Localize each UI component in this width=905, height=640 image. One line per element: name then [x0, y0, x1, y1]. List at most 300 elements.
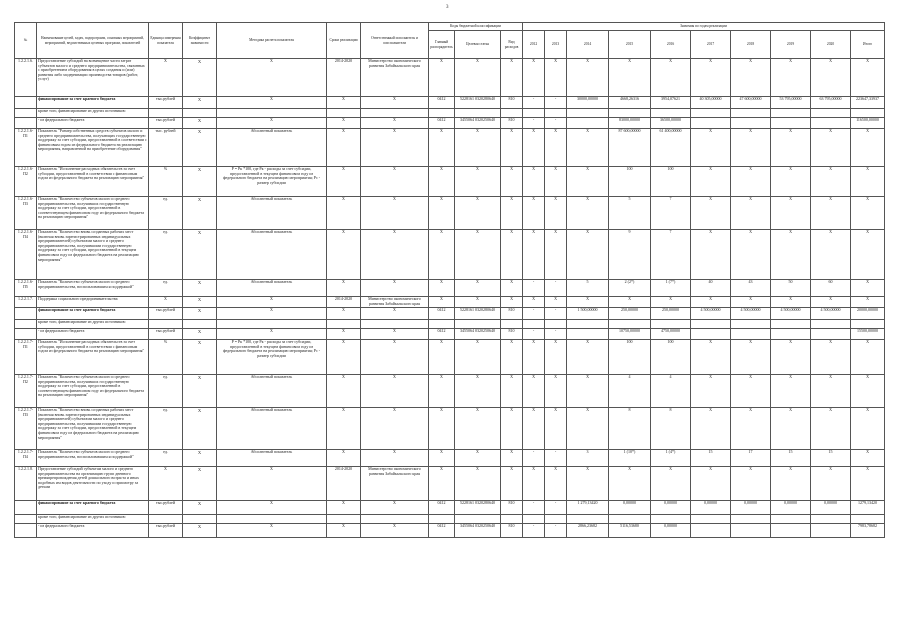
row-term: Х [327, 97, 361, 109]
row-year-value: Х [567, 129, 609, 167]
row-method: Х [217, 308, 327, 320]
row-coef: Х [183, 308, 217, 320]
row-csr: Х [455, 230, 501, 280]
row-name: - из федерального бюджета [37, 118, 149, 129]
col-coef: Коэффициент значимости [183, 23, 217, 59]
row-year-value: 47 600,00000 [731, 97, 771, 109]
row-year-value [609, 515, 651, 524]
row-executor: Х [361, 280, 429, 297]
row-year-value [691, 329, 731, 340]
row-executor: Х [361, 308, 429, 320]
row-year-value: Х [545, 197, 567, 230]
row-grbs: 0412 [429, 524, 455, 538]
row-coef: Х [183, 197, 217, 230]
row-total: Х [851, 408, 885, 450]
row-executor: Х [361, 118, 429, 129]
row-year-value: Х [691, 167, 731, 197]
row-year-value: Х [651, 59, 691, 97]
row-method: Абсолютный показатель [217, 408, 327, 450]
row-method: Х [217, 97, 327, 109]
row-grbs: Х [429, 375, 455, 408]
row-year-value: - [523, 97, 545, 109]
row-year-value: Х [811, 340, 851, 375]
row-grbs: Х [429, 297, 455, 308]
row-year-value: 1 (7*) [651, 280, 691, 297]
col-no: № [15, 23, 37, 59]
row-unit: ед. [149, 375, 183, 408]
row-year-value [523, 109, 545, 118]
row-year-value: Х [651, 297, 691, 308]
row-year-value: Х [771, 230, 811, 280]
row-coef: Х [183, 329, 217, 340]
row-method [217, 109, 327, 118]
row-csr: Х [455, 408, 501, 450]
row-year-value: 0,00000 [691, 501, 731, 515]
row-name: Предоставление субсидий субъектам малого и среднего предпринимательства на организацию групп дневного времяпрепровождения детей дошкольного возраста и иных подобных им видов деятельности по уходу и присмотру за детьми [37, 467, 149, 501]
row-total [851, 515, 885, 524]
row-year-value: Х [811, 230, 851, 280]
row-year-value: Х [523, 408, 545, 450]
row-year-value: Х [545, 230, 567, 280]
row-vr: 810 [501, 524, 523, 538]
row-unit: Х [149, 467, 183, 501]
row-method: Х [217, 118, 327, 129]
row-year-value [651, 320, 691, 329]
row-executor: Х [361, 450, 429, 467]
row-method: Абсолютный показатель [217, 197, 327, 230]
row-total [851, 109, 885, 118]
row-vr: 810 [501, 118, 523, 129]
row-year-value [567, 320, 609, 329]
row-year-value: 8 [609, 408, 651, 450]
row-year-value: Х [811, 129, 851, 167]
row-year-value: Х [545, 297, 567, 308]
row-coef [183, 109, 217, 118]
row-csr: 5228161 0320280640 [455, 97, 501, 109]
row-year-value: Х [523, 197, 545, 230]
row-year-value [545, 515, 567, 524]
row-year-value [523, 320, 545, 329]
row-year-value: 53 795,00000 [771, 97, 811, 109]
row-year-value: Х [523, 230, 545, 280]
row-year-value [731, 524, 771, 538]
row-year-value: 4 500,00000 [771, 308, 811, 320]
row-year-value: 10750,00000 [609, 329, 651, 340]
row-name: Показатель "Количество субъектов малого и среднего предпринимательства, воспользовавшихся поддержкой" [37, 280, 149, 297]
row-grbs: Х [429, 129, 455, 167]
col-year: 2018 [731, 31, 771, 59]
row-year-value [771, 320, 811, 329]
row-executor: Х [361, 230, 429, 280]
row-executor: Х [361, 501, 429, 515]
row-total: Х [851, 129, 885, 167]
row-executor [361, 515, 429, 524]
row-total: Х [851, 280, 885, 297]
row-year-value: Х [651, 467, 691, 501]
row-year-value: Х [731, 197, 771, 230]
row-grbs: Х [429, 450, 455, 467]
row-year-value: 5 [567, 280, 609, 297]
row-name: кроме того, финансирование из других источников: [37, 320, 149, 329]
col-year: 2020 [811, 31, 851, 59]
row-year-value: Х [567, 375, 609, 408]
row-year-value: 4 500,00000 [811, 308, 851, 320]
table-row [15, 118, 885, 129]
row-year-value: 7 [651, 230, 691, 280]
row-year-value [691, 524, 731, 538]
row-year-value: 250,00000 [651, 308, 691, 320]
row-year-value: Х [771, 340, 811, 375]
row-name: Показатель "Количество вновь созданных рабочих мест (включая вновь зарегистрированных индивидуальных предпринимателей) субъектами малого и среднего предпринимательства, получившими государственную поддержку за счет субсидии, предоставленной в текущем финансовом году из федерального бюджета на реализацию мероприятия" [37, 408, 149, 450]
row-grbs: 0412 [429, 97, 455, 109]
row-year-value: - [545, 501, 567, 515]
row-year-value [567, 109, 609, 118]
row-vr: Х [501, 408, 523, 450]
row-method: Абсолютный показатель [217, 450, 327, 467]
row-unit: Х [149, 297, 183, 308]
row-year-value: 1 (10*) [609, 450, 651, 467]
row-year-value [731, 109, 771, 118]
row-year-value: Х [545, 167, 567, 197]
row-year-value: Х [771, 297, 811, 308]
row-term: Х [327, 167, 361, 197]
row-vr: Х [501, 375, 523, 408]
program-table [14, 22, 885, 538]
row-term: Х [327, 230, 361, 280]
row-executor: Х [361, 408, 429, 450]
row-year-value: 8 [651, 408, 691, 450]
row-csr: 5228161 0320280640 [455, 501, 501, 515]
row-year-value: Х [523, 129, 545, 167]
row-total: 1279,13420 [851, 501, 885, 515]
col-term: Сроки реализации [327, 23, 361, 59]
row-term: Х [327, 340, 361, 375]
row-year-value: Х [771, 197, 811, 230]
row-year-value: Х [731, 59, 771, 97]
row-year-value: - [523, 501, 545, 515]
row-year-value [811, 320, 851, 329]
row-vr: Х [501, 340, 523, 375]
row-year-value: Х [731, 297, 771, 308]
row-year-value: - [523, 524, 545, 538]
row-name: Предоставление субсидий на возмещение части затрат субъектов малого и среднего предпринимательства, связанных с приобретением оборудования в целях создания и (или) развития либо модернизации производства товаров (работ, услуг) [37, 59, 149, 97]
row-year-value: 83000,00000 [609, 118, 651, 129]
row-year-value [811, 118, 851, 129]
col-year: 2013 [545, 31, 567, 59]
row-year-value: Х [731, 129, 771, 167]
row-number [15, 118, 37, 129]
table-row [15, 408, 885, 450]
row-year-value: Х [691, 297, 731, 308]
row-number: 1.2.2.1.7. [15, 297, 37, 308]
row-executor: Министерство экономического развития Забайкальского края [361, 297, 429, 308]
row-year-value: Х [691, 230, 731, 280]
row-year-value: - [545, 280, 567, 297]
row-csr [455, 109, 501, 118]
row-grbs [429, 320, 455, 329]
row-year-value: 40 [691, 280, 731, 297]
row-year-value [731, 329, 771, 340]
row-year-value: 100 [609, 167, 651, 197]
col-year: 2019 [771, 31, 811, 59]
row-vr [501, 515, 523, 524]
row-year-value: 4 [609, 375, 651, 408]
row-vr: Х [501, 467, 523, 501]
row-year-value: Х [609, 467, 651, 501]
row-term: 2014-2020 [327, 59, 361, 97]
row-csr: Х [455, 450, 501, 467]
row-year-value: 7 [651, 197, 691, 230]
row-number [15, 524, 37, 538]
row-term: Х [327, 197, 361, 230]
row-year-value: 0,00000 [609, 501, 651, 515]
row-csr: 3455064 0320250640 [455, 329, 501, 340]
row-number [15, 109, 37, 118]
row-grbs: Х [429, 467, 455, 501]
row-unit: % [149, 340, 183, 375]
row-year-value: 4750,00000 [651, 329, 691, 340]
row-csr: Х [455, 467, 501, 501]
row-executor: Х [361, 329, 429, 340]
row-csr: 5228161 0320280640 [455, 308, 501, 320]
row-year-value: Х [771, 408, 811, 450]
row-method: Абсолютный показатель [217, 129, 327, 167]
row-term: Х [327, 280, 361, 297]
row-executor: Х [361, 375, 429, 408]
row-number: 1.2.2.1.6-П2 [15, 167, 37, 197]
row-coef: Х [183, 167, 217, 197]
col-vr: Вид расходов [501, 31, 523, 59]
row-vr [501, 109, 523, 118]
row-term [327, 515, 361, 524]
table-row [15, 375, 885, 408]
row-year-value: Х [691, 375, 731, 408]
row-vr: Х [501, 297, 523, 308]
row-unit: тыс.рублей [149, 308, 183, 320]
row-year-value: - [523, 329, 545, 340]
row-grbs [429, 109, 455, 118]
row-year-value: 63 795,00000 [811, 97, 851, 109]
row-year-value: 61 400,00000 [651, 129, 691, 167]
row-number: 1.2.2.1.6-П5 [15, 280, 37, 297]
row-method: Х [217, 501, 327, 515]
row-term: Х [327, 501, 361, 515]
row-total: Х [851, 297, 885, 308]
row-year-value: 0,00000 [771, 501, 811, 515]
table-row [15, 280, 885, 297]
row-method: P = Pк *100, где Pк - расходы за счет субсидии, предоставленной в текущем финансовом году из федерального бюджета на реализацию мероприятия; Pс - размер субсидии [217, 167, 327, 197]
row-unit: тыс.рублей [149, 524, 183, 538]
table-header [15, 23, 885, 59]
row-total: Х [851, 340, 885, 375]
row-year-value [771, 118, 811, 129]
row-year-value [811, 515, 851, 524]
col-year: 2012 [523, 31, 545, 59]
row-executor: Х [361, 167, 429, 197]
row-coef: Х [183, 297, 217, 308]
row-total: Х [851, 375, 885, 408]
col-name: Наименование целей, задач, подпрограмм, основных мероприятий, мероприятий, ведомственных целевых программ, показателей [37, 23, 149, 59]
table-row [15, 97, 885, 109]
row-year-value: 30000,00000 [567, 97, 609, 109]
row-year-value [609, 109, 651, 118]
row-vr: Х [501, 197, 523, 230]
row-year-value: - [545, 308, 567, 320]
col-grbs: Главный распорядитель [429, 31, 455, 59]
row-grbs: 0412 [429, 118, 455, 129]
row-year-value: Х [691, 197, 731, 230]
row-year-value: Х [811, 297, 851, 308]
row-grbs: Х [429, 280, 455, 297]
row-year-value: 5 [609, 197, 651, 230]
table-row [15, 329, 885, 340]
row-year-value [731, 118, 771, 129]
row-year-value: - [545, 450, 567, 467]
row-method: Абсолютный показатель [217, 280, 327, 297]
row-number: 1.2.2.1.6-П4 [15, 230, 37, 280]
row-name: Показатель "Количество субъектов малого и среднего предпринимательства, воспользовавшихся поддержкой" [37, 450, 149, 467]
row-year-value: 0,00000 [651, 524, 691, 538]
row-term: Х [327, 118, 361, 129]
row-name: кроме того, финансирование из других источников: [37, 109, 149, 118]
row-vr: Х [501, 280, 523, 297]
row-year-value: 36500,00000 [651, 118, 691, 129]
row-grbs: 0412 [429, 308, 455, 320]
row-vr: 810 [501, 97, 523, 109]
col-executor: Ответственный исполнитель и соисполнители [361, 23, 429, 59]
row-year-value: Х [691, 408, 731, 450]
row-grbs: 0412 [429, 501, 455, 515]
row-year-value: Х [811, 375, 851, 408]
row-number [15, 97, 37, 109]
row-vr [501, 320, 523, 329]
row-year-value [567, 515, 609, 524]
row-year-value [731, 320, 771, 329]
table-row [15, 501, 885, 515]
row-vr: 810 [501, 308, 523, 320]
row-year-value: Х [567, 408, 609, 450]
row-year-value: Х [567, 340, 609, 375]
row-year-value: 5116,53680 [609, 524, 651, 538]
row-term: Х [327, 375, 361, 408]
row-year-value: Х [691, 59, 731, 97]
row-year-value: Х [771, 375, 811, 408]
row-year-value: Х [731, 408, 771, 450]
row-year-value: Х [567, 197, 609, 230]
col-year: 2017 [691, 31, 731, 59]
row-csr: Х [455, 59, 501, 97]
row-name: финансирование за счет краевого бюджета [37, 97, 149, 109]
row-csr: Х [455, 340, 501, 375]
row-year-value [651, 109, 691, 118]
row-year-value: 0,00000 [651, 501, 691, 515]
row-year-value: Х [771, 59, 811, 97]
row-method: Абсолютный показатель [217, 230, 327, 280]
row-year-value [731, 515, 771, 524]
col-year: 2015 [609, 31, 651, 59]
row-number: 1.2.2.1.6. [15, 59, 37, 97]
table-row [15, 308, 885, 320]
row-year-value [771, 329, 811, 340]
row-unit: ед. [149, 408, 183, 450]
row-year-value: 17 [731, 450, 771, 467]
row-year-value: 0,00000 [731, 501, 771, 515]
row-year-value: 2 (2*) [609, 280, 651, 297]
row-executor: Министерство экономического развития Забайкальского края [361, 467, 429, 501]
row-year-value: 4 500,00000 [691, 308, 731, 320]
row-executor: Х [361, 97, 429, 109]
row-year-value: Х [731, 340, 771, 375]
row-name: - из федерального бюджета [37, 524, 149, 538]
row-unit: ед. [149, 280, 183, 297]
row-number [15, 308, 37, 320]
row-method: Абсолютный показатель [217, 375, 327, 408]
col-csr: Целевая статья [455, 31, 501, 59]
row-unit: % [149, 167, 183, 197]
row-year-value: 2866,23682 [567, 524, 609, 538]
row-year-value [811, 329, 851, 340]
row-unit: Х [149, 59, 183, 97]
row-year-value: Х [731, 230, 771, 280]
row-year-value [771, 515, 811, 524]
row-executor: Министерство экономического развития Забайкальского края [361, 59, 429, 97]
row-unit: тыс.рублей [149, 118, 183, 129]
row-year-value: 40 305,00000 [691, 97, 731, 109]
table-body [15, 59, 885, 538]
row-grbs: 0412 [429, 329, 455, 340]
row-total: 20000,00000 [851, 308, 885, 320]
row-csr: Х [455, 129, 501, 167]
row-coef: Х [183, 501, 217, 515]
row-coef: Х [183, 230, 217, 280]
table-row [15, 524, 885, 538]
row-year-value: - [523, 280, 545, 297]
row-csr [455, 515, 501, 524]
row-year-value: 4 [651, 375, 691, 408]
row-year-value: Х [545, 59, 567, 97]
row-number: 1.2.2.1.7-П1 [15, 340, 37, 375]
col-method: Методика расчета показателя [217, 23, 327, 59]
row-year-value: 250,00000 [609, 308, 651, 320]
row-year-value: 3954,07621 [651, 97, 691, 109]
row-grbs: Х [429, 340, 455, 375]
row-vr: 810 [501, 501, 523, 515]
row-coef: Х [183, 129, 217, 167]
row-year-value: Х [545, 408, 567, 450]
row-coef: Х [183, 524, 217, 538]
row-year-value: Х [811, 167, 851, 197]
row-year-value: 43 [731, 280, 771, 297]
row-name: - из федерального бюджета [37, 329, 149, 340]
row-name: финансирование за счет краевого бюджета [37, 308, 149, 320]
row-executor [361, 320, 429, 329]
row-name: Показатель "Количество субъектов малого и среднего предпринимательства, получивших государственную поддержку за счет субсидии, предоставленной в соответствующем финансовом году из федерального бюджета на реализацию мероприятия" [37, 375, 149, 408]
row-year-value [691, 515, 731, 524]
row-method: Х [217, 524, 327, 538]
row-term: 2014-2020 [327, 297, 361, 308]
row-year-value [771, 524, 811, 538]
row-year-value [567, 329, 609, 340]
row-year-value: Х [811, 197, 851, 230]
row-year-value: - [523, 308, 545, 320]
row-coef [183, 320, 217, 329]
table-row [15, 320, 885, 329]
row-number [15, 515, 37, 524]
row-executor: Х [361, 340, 429, 375]
row-year-value: 15 [811, 450, 851, 467]
row-year-value: Х [691, 340, 731, 375]
row-csr: Х [455, 280, 501, 297]
